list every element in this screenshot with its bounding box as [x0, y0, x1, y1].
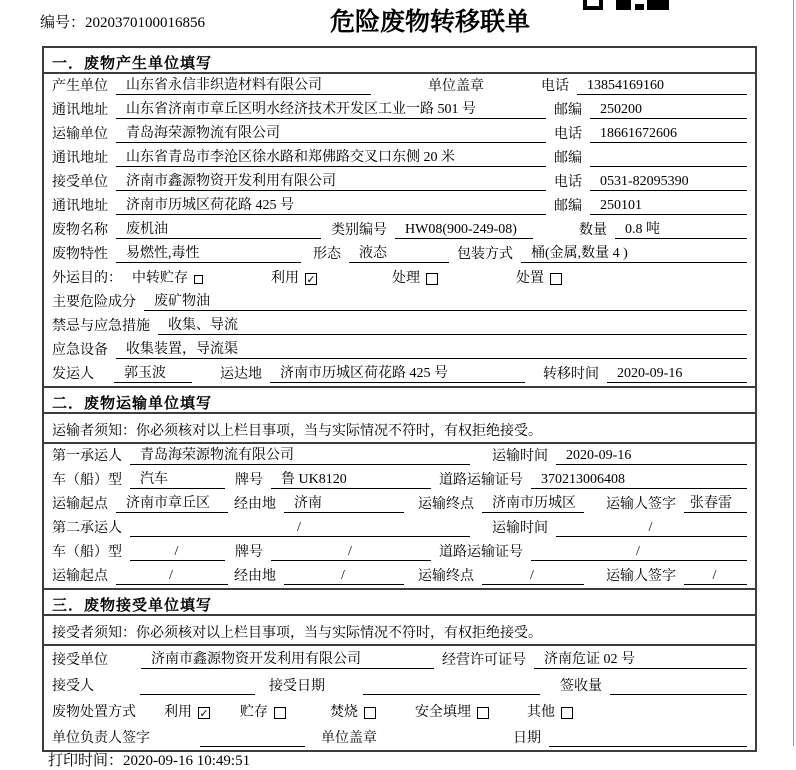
route1-via-value: 济南 — [284, 492, 404, 513]
hazard-row — [44, 290, 755, 314]
purpose-treat-label: 处理 — [392, 271, 420, 286]
emergency-equipment-label: 应急设备 — [52, 343, 108, 358]
route2-via-label: 经由地 — [234, 569, 276, 584]
route2-sign-value: / — [684, 568, 747, 585]
road-license2-value: / — [531, 544, 747, 561]
producer-label: 产生单位 — [52, 79, 108, 94]
signed-qty-value — [610, 694, 747, 695]
responsible-sign-label: 单位负责人签字 — [52, 731, 150, 746]
disposal-storage-checkbox — [274, 707, 286, 719]
route1-end-label: 运输终点 — [418, 497, 474, 512]
disposal-storage-label: 贮存 — [240, 705, 268, 720]
taboo-row — [44, 314, 755, 338]
route2-start-value: / — [116, 568, 228, 585]
producer-phone-value: 13854169160 — [577, 78, 747, 95]
road-license1-value: 370213006408 — [531, 472, 747, 489]
second-carrier-value: / — [130, 520, 470, 537]
transporter-notice: 运输者须知：你必须核对以上栏目事项，当与实际情况不符时，有权拒绝接受。 — [44, 414, 755, 444]
plate2-value: / — [271, 544, 431, 561]
route1-sign-value: 张春雷 — [684, 492, 747, 513]
purpose-treat-checkbox — [426, 273, 438, 285]
shipper-value: 郭玉波 — [114, 362, 192, 383]
route1-end-value: 济南市历城区 — [482, 492, 584, 513]
transport-time2-label: 运输时间 — [492, 521, 548, 536]
vehicle-type2-label: 车（船）型 — [52, 545, 122, 560]
route1-via-label: 经由地 — [234, 497, 276, 512]
purpose-row — [44, 266, 755, 290]
purpose-transfer-storage-checkbox — [194, 275, 203, 284]
qr-block — [616, 0, 631, 10]
route2-via-value: / — [284, 568, 404, 585]
waste-qty-value: 0.8 吨 — [615, 218, 747, 239]
accept-unit-value: 济南市鑫源物资开发利用有限公司 — [141, 648, 434, 669]
vehicle-type1-label: 车（船）型 — [52, 473, 122, 488]
road-license2-label: 道路运输证号 — [439, 545, 523, 560]
plate2-label: 牌号 — [235, 545, 263, 560]
waste-category-value: HW08(900-249-08) — [395, 222, 533, 239]
section1-header: 一．废物产生单位填写 — [44, 48, 755, 74]
waste-name-value: 废机油 — [116, 218, 321, 239]
taboo-value: 收集、导流 — [158, 314, 747, 335]
transport-time1-label: 运输时间 — [492, 449, 548, 464]
accept-unit-label: 接受单位 — [52, 653, 108, 668]
emergency-equipment-row — [44, 338, 755, 362]
purpose-use-label: 利用 — [271, 271, 299, 286]
transporter-address-label: 通讯地址 — [52, 151, 108, 166]
transporter-phone-value: 18661672606 — [590, 126, 747, 143]
route1-start-value: 济南市章丘区 — [116, 492, 228, 513]
disposal-method-label: 废物处置方式 — [52, 705, 136, 720]
vehicle-type2-value: / — [130, 544, 225, 561]
producer-zip-label: 邮编 — [554, 103, 582, 118]
plate1-label: 牌号 — [235, 473, 263, 488]
receiver-zip-label: 邮编 — [554, 199, 582, 214]
plate1-value: 鲁 UK8120 — [271, 468, 431, 489]
acceptor-notice: 接受者须知：你必须核对以上栏目事项，当与实际情况不符时，有权拒绝接受。 — [44, 616, 755, 646]
receiver-label: 接受单位 — [52, 175, 108, 190]
hazard-label: 主要危险成分 — [52, 295, 136, 310]
waste-property-value: 易燃性,毒性 — [116, 242, 301, 263]
transporter-row — [44, 122, 755, 146]
receiver-address-label: 通讯地址 — [52, 199, 108, 214]
accept-date-value — [363, 694, 540, 695]
disposal-use-checkbox: ✓ — [199, 708, 209, 720]
disposal-method-row — [44, 698, 755, 724]
producer-address-value: 山东省济南市章丘区明水经济技术开发区工业一路 501 号 — [116, 98, 546, 119]
destination-value: 济南市历城区荷花路 425 号 — [270, 362, 525, 383]
qr-finder-block — [583, 0, 603, 10]
sign-date-label: 日期 — [513, 731, 541, 746]
disposal-other-checkbox — [561, 707, 573, 719]
purpose-dispose-checkbox — [550, 273, 562, 285]
transport-time1-value: 2020-09-16 — [556, 448, 747, 465]
route2-end-value: / — [482, 568, 584, 585]
transporter-zip-value — [590, 166, 747, 167]
operating-license-value: 济南危证 02 号 — [534, 648, 747, 669]
transfer-time-label: 转移时间 — [543, 367, 599, 382]
receiver-phone-label: 电话 — [554, 175, 582, 190]
route1-sign-label: 运输人签字 — [606, 497, 676, 512]
second-carrier-label: 第二承运人 — [52, 521, 122, 536]
route2-row — [44, 564, 755, 588]
acceptor-label: 接受人 — [52, 679, 94, 694]
disposal-incinerate-checkbox — [364, 707, 376, 719]
destination-label: 运达地 — [220, 367, 262, 382]
producer-address-row — [44, 98, 755, 122]
receiver-address-value: 济南市历城区荷花路 425 号 — [116, 194, 546, 215]
sign-date-value — [549, 746, 747, 747]
taboo-label: 禁忌与应急措施 — [52, 319, 150, 334]
vehicle1-row — [44, 468, 755, 492]
doc-number-label: 编号： — [40, 15, 86, 31]
qr-block — [647, 0, 669, 10]
waste-name-label: 废物名称 — [52, 223, 108, 238]
receiver-phone-value: 0531-82095390 — [590, 174, 747, 191]
waste-property-row — [44, 242, 755, 266]
transporter-address-value: 山东省青岛市李沧区徐水路和郑佛路交叉口东侧 20 米 — [116, 146, 546, 167]
producer-phone-label: 电话 — [541, 79, 569, 94]
transport-time2-value: / — [556, 520, 747, 537]
route2-end-label: 运输终点 — [418, 569, 474, 584]
transporter-value: 青岛海荣源物流有限公司 — [116, 122, 546, 143]
section3-header: 三．废物接受单位填写 — [44, 588, 755, 616]
purpose-use-checkbox: ✓ — [306, 274, 316, 286]
receiver-row — [44, 170, 755, 194]
qr-code-fragment-icon — [583, 0, 673, 10]
disposal-incinerate-label: 焚烧 — [330, 705, 358, 720]
purpose-dispose-label: 处置 — [516, 271, 544, 286]
producer-row — [44, 74, 755, 98]
section2-header: 二．废物运输单位填写 — [44, 386, 755, 414]
hazard-value: 废矿物油 — [144, 290, 747, 311]
transporter-phone-label: 电话 — [554, 127, 582, 142]
waste-property-label: 废物特性 — [52, 247, 108, 262]
producer-zip-value: 250200 — [590, 102, 747, 119]
responsible-sign-value — [200, 746, 305, 747]
route1-start-label: 运输起点 — [52, 497, 108, 512]
route2-sign-label: 运输人签字 — [606, 569, 676, 584]
waste-category-label: 类别编号 — [331, 223, 387, 238]
responsible-sign-row — [44, 724, 755, 750]
producer-value: 山东省永信非织造材料有限公司 — [116, 74, 371, 95]
doc-number-value: 2020370100016856 — [85, 15, 206, 31]
waste-form-label: 形态 — [313, 247, 341, 262]
print-time — [48, 749, 250, 770]
transporter-address-row — [44, 146, 755, 170]
receiver-value: 济南市鑫源物资开发利用有限公司 — [116, 170, 546, 191]
vehicle2-row — [44, 540, 755, 564]
purpose-label: 外运目的： — [52, 271, 122, 286]
packing-value: 桶(金属,数量 4 ) — [521, 242, 747, 263]
print-time-value: 2020-09-16 10:49:51 — [123, 753, 251, 769]
receiver-address-row — [44, 194, 755, 218]
second-carrier-row — [44, 516, 755, 540]
route1-row — [44, 492, 755, 516]
signed-qty-label: 签收量 — [560, 679, 602, 694]
route2-start-label: 运输起点 — [52, 569, 108, 584]
shipper-row — [44, 362, 755, 386]
unit-seal-label: 单位盖章 — [321, 731, 377, 746]
disposal-other-label: 其他 — [527, 705, 555, 720]
qr-block — [635, 4, 644, 10]
page-title: 危险废物转移联单 — [330, 9, 531, 36]
operating-license-label: 经营许可证号 — [442, 653, 526, 668]
road-license1-label: 道路运输证号 — [439, 473, 523, 488]
purpose-transfer-storage-label: 中转贮存 — [132, 271, 188, 286]
manifest-form — [42, 46, 757, 752]
acceptor-row — [44, 672, 755, 698]
transporter-zip-label: 邮编 — [554, 151, 582, 166]
receiver-zip-value: 250101 — [590, 198, 747, 215]
waste-name-row — [44, 218, 755, 242]
accept-date-label: 接受日期 — [269, 679, 325, 694]
producer-address-label: 通讯地址 — [52, 103, 108, 118]
waste-qty-label: 数量 — [579, 223, 607, 238]
waste-form-value: 液态 — [349, 242, 449, 263]
page-edge-divider — [793, 0, 794, 746]
emergency-equipment-value: 收集装置，导流渠 — [116, 338, 747, 359]
vehicle-type1-value: 汽车 — [130, 468, 225, 489]
accept-unit-row — [44, 646, 755, 672]
first-carrier-label: 第一承运人 — [52, 449, 122, 464]
packing-label: 包装方式 — [457, 247, 513, 262]
transfer-time-value: 2020-09-16 — [607, 366, 747, 383]
disposal-landfill-label: 安全填埋 — [415, 705, 471, 720]
disposal-landfill-checkbox — [477, 707, 489, 719]
transporter-label: 运输单位 — [52, 127, 108, 142]
first-carrier-value: 青岛海荣源物流有限公司 — [130, 444, 470, 465]
print-time-label: 打印时间： — [48, 753, 124, 769]
shipper-label: 发运人 — [52, 367, 94, 382]
disposal-use-label: 利用 — [164, 705, 192, 720]
producer-seal-label: 单位盖章 — [428, 79, 484, 94]
doc-number — [40, 11, 205, 32]
first-carrier-row — [44, 444, 755, 468]
acceptor-value — [140, 694, 255, 695]
